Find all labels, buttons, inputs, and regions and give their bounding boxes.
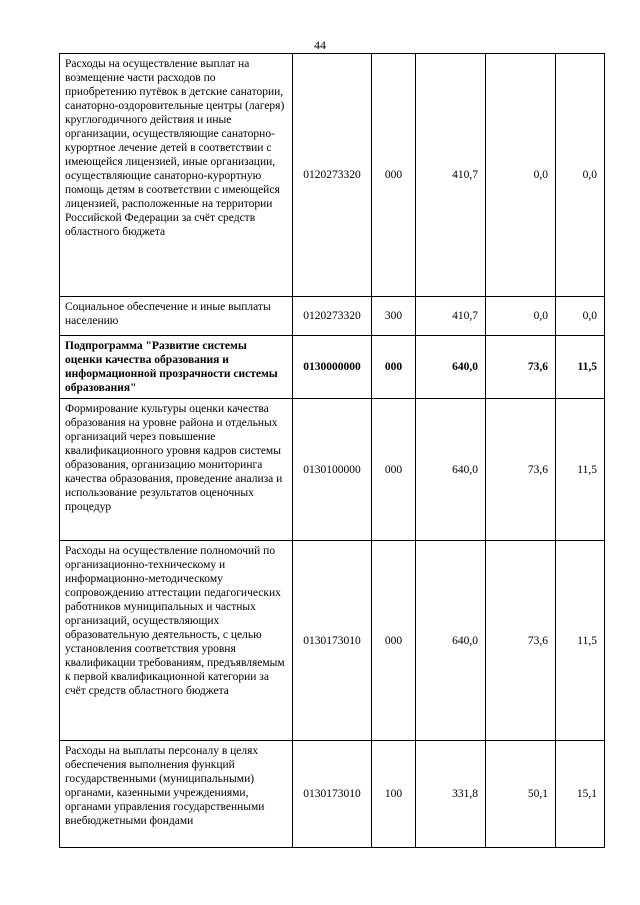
row-fact-value: 73,6 (486, 336, 556, 399)
row-percent-value: 0,0 (556, 297, 605, 336)
row-plan-value: 640,0 (416, 541, 486, 741)
row-expense-type: 000 (372, 541, 416, 741)
table-row (60, 399, 605, 541)
row-plan-value: 410,7 (416, 54, 486, 297)
row-expense-type: 300 (372, 297, 416, 336)
row-target-code: 0130173010 (293, 541, 372, 741)
page-number: 44 (314, 38, 326, 52)
row-target-code: 0120273320 (293, 297, 372, 336)
row-plan-value: 410,7 (416, 297, 486, 336)
row-target-code: 0120273320 (293, 54, 372, 297)
row-description: Социальное обеспечение и иные выплаты населению (60, 297, 293, 336)
row-expense-type: 000 (372, 54, 416, 297)
table-row (60, 54, 605, 297)
table-row (60, 541, 605, 741)
row-percent-value: 15,1 (556, 741, 605, 848)
row-description: Формирование культуры оценки качества образования на уровне района и отдельных организаций через повышение квалификационного уровня кадров системы образования, организацию мониторинга качества образования, проведение анализа и использование результатов оценочных процедур (60, 399, 293, 541)
row-description: Расходы на осуществление полномочий по организационно-техническому и информационно-методическому сопровождению аттестации педагогических работников муниципальных и частных организаций, осуществляющих образовательную деятельность, с целью установления соответствия уровня квалификации требованиям, предъявляемым к первой квалификационной категории за счёт средств областного бюджета (60, 541, 293, 741)
row-expense-type: 000 (372, 336, 416, 399)
row-percent-value: 11,5 (556, 336, 605, 399)
row-percent-value: 11,5 (556, 541, 605, 741)
row-percent-value: 11,5 (556, 399, 605, 541)
row-plan-value: 640,0 (416, 399, 486, 541)
row-expense-type: 000 (372, 399, 416, 541)
table-row-subprogram (60, 336, 605, 399)
budget-table (59, 53, 605, 848)
row-percent-value: 0,0 (556, 54, 605, 297)
row-plan-value: 640,0 (416, 336, 486, 399)
row-target-code: 0130100000 (293, 399, 372, 541)
row-description: Расходы на выплаты персоналу в целях обеспечения выполнения функций государственными (муниципальными) органами, казенными учреждениями, органами управления государственными внебюджетными фондами (60, 741, 293, 848)
row-fact-value: 73,6 (486, 541, 556, 741)
row-description: Расходы на осуществление выплат на возмещение части расходов по приобретению путёвок в детские санатории, санаторно-оздоровительные центры (лагеря) круглогодичного действия и иные организации, осуществляющие санаторно-курортное лечение детей в соответствии с имеющейся лицензией, иные организации, осуществляющие санаторно-курортную помощь детям в соответствии с имеющейся лицензией, расположенные на территории Российской Федерации за счёт средств областного бюджета (60, 54, 293, 297)
row-description: Подпрограмма "Развитие системы оценки качества образования и информационной прозрачности системы образования" (60, 336, 293, 399)
row-target-code: 0130173010 (293, 741, 372, 848)
row-fact-value: 0,0 (486, 297, 556, 336)
row-expense-type: 100 (372, 741, 416, 848)
row-target-code: 0130000000 (293, 336, 372, 399)
row-fact-value: 50,1 (486, 741, 556, 848)
row-fact-value: 0,0 (486, 54, 556, 297)
table-row (60, 297, 605, 336)
row-plan-value: 331,8 (416, 741, 486, 848)
table-row (60, 741, 605, 848)
row-fact-value: 73,6 (486, 399, 556, 541)
